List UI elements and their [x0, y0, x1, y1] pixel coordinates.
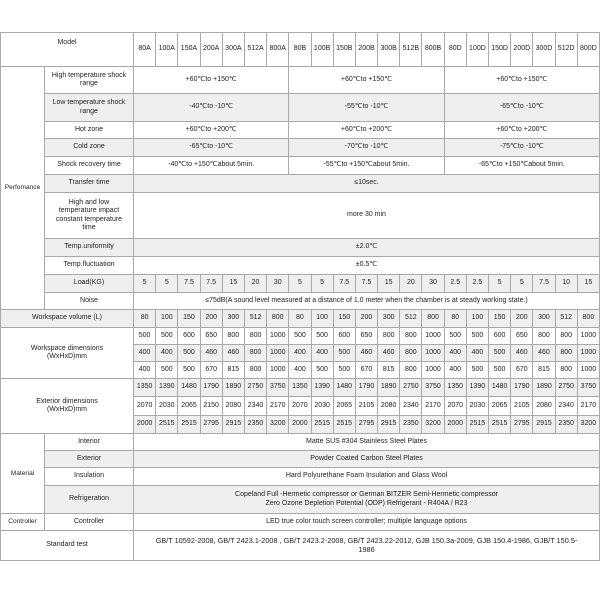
workspace-height-cell: 460	[222, 345, 244, 362]
load-value-cell: 2.5	[466, 275, 488, 293]
exterior-height-cell: 2080	[533, 397, 555, 416]
value-controller: LED true color touch screen controller; multiple language options	[134, 514, 600, 531]
workspace-depth-cell: 815	[222, 362, 244, 379]
exterior-height-cell: 2070	[289, 397, 311, 416]
workspace-volume-cell: 200	[355, 310, 377, 328]
workspace-width-cell: 500	[156, 328, 178, 345]
workspace-width-cell: 600	[178, 328, 200, 345]
label-hot-zone: Hot zone	[45, 122, 134, 139]
exterior-height-cell: 2170	[577, 397, 599, 416]
exterior-height-cell: 2030	[156, 397, 178, 416]
workspace-width-cell: 800	[222, 328, 244, 345]
workspace-depth-cell: 400	[289, 362, 311, 379]
exterior-height-cell: 2065	[333, 397, 355, 416]
exterior-height-cell: 2080	[222, 397, 244, 416]
label-controller: Controller	[45, 514, 134, 531]
label-cold-zone: Cold zone	[45, 139, 134, 157]
value-transfer-time: ≤10sec.	[134, 175, 600, 193]
load-value-cell: 5	[156, 275, 178, 293]
workspace-height-cell: 400	[134, 345, 156, 362]
label-interior: Interior	[45, 434, 134, 451]
workspace-depth-cell: 500	[156, 362, 178, 379]
workspace-height-cell: 460	[355, 345, 377, 362]
label-workspace-dimensions: Workspace dimensions (WxHxD)mm	[30, 344, 104, 360]
workspace-volume-row	[1, 310, 600, 328]
label-refrigeration: Refrigeration	[45, 486, 134, 514]
value-fluctuation: ±0.5℃	[134, 257, 600, 275]
value-standard-test: GB/T 10592-2008, GB/T 2423.1-2008 , GB/T 2423.2-2008, GB/T 2423.22-2012, GJB 150.3a-2009, GJB 150.4-1986, GJB/T 150.5-1986	[134, 531, 600, 561]
workspace-depth-cell: 400	[134, 362, 156, 379]
workspace-width-cell: 500	[289, 328, 311, 345]
value-series-a: +60℃to +150℃	[134, 67, 289, 94]
model-name-cell: 300A	[222, 33, 244, 67]
label-workspace-dimensions-cell	[1, 328, 134, 379]
workspace-volume-cell: 512	[555, 310, 577, 328]
load-row	[1, 275, 600, 293]
label-uniformity: Temp.uniformity	[45, 239, 134, 257]
label-exterior-dimensions: Exterior dimensions (WxHxD)mm	[36, 397, 98, 413]
value-series-d: +60℃to +150℃	[444, 67, 599, 94]
label-transfer-time: Transfer time	[45, 175, 134, 193]
model-name-cell: 800B	[422, 33, 444, 67]
model-name-cell: 200B	[355, 33, 377, 67]
workspace-volume-cell: 80	[134, 310, 156, 328]
load-value-cell: 20	[400, 275, 422, 293]
workspace-height-cell: 800	[244, 345, 266, 362]
load-value-cell: 5	[289, 275, 311, 293]
workspace-volume-cell: 150	[333, 310, 355, 328]
workspace-volume-cell: 800	[422, 310, 444, 328]
value-series-d: -75℃to -10℃	[444, 139, 599, 157]
workspace-depth-cell: 500	[333, 362, 355, 379]
load-value-cell: 15	[577, 275, 599, 293]
load-value-cell: 20	[244, 275, 266, 293]
exterior-height-cell: 2065	[178, 397, 200, 416]
exterior-depth-cell: 2000	[289, 416, 311, 434]
exterior-width-cell: 1480	[178, 379, 200, 397]
exterior-height-cell: 2170	[422, 397, 444, 416]
model-name-cell: 150B	[333, 33, 355, 67]
workspace-height-cell: 400	[156, 345, 178, 362]
workspace-depth-cell: 670	[200, 362, 222, 379]
low-temp-shock-row	[1, 94, 600, 122]
workspace-height-cell: 800	[555, 345, 577, 362]
model-header-label: Model	[1, 33, 134, 67]
workspace-height-cell: 460	[200, 345, 222, 362]
workspace-volume-cell: 80	[289, 310, 311, 328]
workspace-depth-cell: 815	[378, 362, 400, 379]
controller-row	[1, 514, 600, 531]
value-series-a: -40℃to -10℃	[134, 94, 289, 122]
value-series-d: -65℃to -10℃	[444, 94, 599, 122]
workspace-depth-cell: 815	[533, 362, 555, 379]
workspace-depth-cell: 800	[555, 362, 577, 379]
workspace-height-cell: 1000	[267, 345, 289, 362]
workspace-depth-cell: 670	[511, 362, 533, 379]
workspace-height-cell: 460	[511, 345, 533, 362]
load-value-cell: 30	[267, 275, 289, 293]
shock-recovery-row	[1, 157, 600, 175]
value-constant-time: more 30 min	[134, 193, 600, 239]
high-temp-shock-row	[1, 67, 600, 94]
category-controller: Controller	[1, 514, 45, 531]
exterior-width-cell: 1890	[222, 379, 244, 397]
value-insulation: Hard Polyurethane Foam Insulation and Glass Wool	[134, 468, 600, 486]
material-insulation-row	[1, 468, 600, 486]
workspace-width-cell: 800	[533, 328, 555, 345]
value-series-b: -70℃to -10℃	[289, 139, 444, 157]
exterior-width-cell: 1390	[156, 379, 178, 397]
model-name-cell: 512B	[400, 33, 422, 67]
load-value-cell: 30	[422, 275, 444, 293]
exterior-depth-cell: 2350	[400, 416, 422, 434]
exterior-height-cell: 2105	[511, 397, 533, 416]
workspace-volume-cell: 300	[533, 310, 555, 328]
model-name-cell: 100B	[311, 33, 333, 67]
exterior-height-cell: 2105	[355, 397, 377, 416]
label-standard-test: Standard test	[1, 531, 134, 561]
label-fluctuation: Temp.fluctuation	[45, 257, 134, 275]
load-value-cell: 7.5	[533, 275, 555, 293]
load-value-cell: 15	[222, 275, 244, 293]
exterior-width-cell: 2750	[244, 379, 266, 397]
model-name-cell: 512D	[555, 33, 577, 67]
transfer-time-row	[1, 175, 600, 193]
workspace-volume-cell: 800	[267, 310, 289, 328]
workspace-depth-cell: 1000	[267, 362, 289, 379]
exterior-depth-cell: 2795	[511, 416, 533, 434]
model-name-cell: 150D	[489, 33, 511, 67]
workspace-height-cell: 500	[178, 345, 200, 362]
load-value-cell: 7.5	[355, 275, 377, 293]
label-exterior-dimensions-cell	[1, 379, 134, 434]
exterior-width-cell: 3750	[422, 379, 444, 397]
model-name-cell: 300B	[378, 33, 400, 67]
load-value-cell: 5	[311, 275, 333, 293]
value-series-d: -65℃to +150℃about 5min.	[444, 157, 599, 175]
load-value-cell: 5	[489, 275, 511, 293]
workspace-volume-cell: 300	[222, 310, 244, 328]
load-value-cell: 7.5	[200, 275, 222, 293]
noise-row	[1, 293, 600, 310]
workspace-depth-cell: 1000	[422, 362, 444, 379]
exterior-width-cell: 1890	[378, 379, 400, 397]
model-name-cell: 80B	[289, 33, 311, 67]
label-insulation: Insulation	[45, 468, 134, 486]
exterior-depth-cell: 2515	[311, 416, 333, 434]
category-material: Material	[1, 434, 45, 514]
exterior-width-cell: 1350	[444, 379, 466, 397]
load-value-cell: 5	[134, 275, 156, 293]
exterior-depth-cell: 2515	[178, 416, 200, 434]
load-value-cell: 10	[555, 275, 577, 293]
workspace-depth-cell: 670	[355, 362, 377, 379]
workspace-height-cell: 500	[489, 345, 511, 362]
workspace-width-cell: 600	[333, 328, 355, 345]
workspace-width-cell: 500	[466, 328, 488, 345]
model-name-cell: 100A	[156, 33, 178, 67]
workspace-volume-cell: 800	[577, 310, 599, 328]
workspace-height-cell: 400	[311, 345, 333, 362]
model-name-cell: 800A	[267, 33, 289, 67]
workspace-height-cell: 400	[289, 345, 311, 362]
exterior-width-cell: 1890	[533, 379, 555, 397]
value-noise: ≤75dB(A sound level measured at a distance of 1.0 meter when the chamber is at steady working state.)	[134, 293, 600, 310]
workspace-dim-row	[1, 328, 600, 345]
model-name-cell: 150A	[178, 33, 200, 67]
value-series-a: -65℃to -10℃	[134, 139, 289, 157]
load-value-cell: 5	[511, 275, 533, 293]
model-name-cell: 200D	[511, 33, 533, 67]
label-constant-time: High and low temperature impact constant temperature time	[55, 199, 123, 231]
exterior-height-cell: 2340	[244, 397, 266, 416]
workspace-volume-cell: 100	[311, 310, 333, 328]
exterior-depth-cell: 2515	[489, 416, 511, 434]
hot-zone-row	[1, 122, 600, 139]
exterior-depth-cell: 3200	[267, 416, 289, 434]
workspace-height-cell: 800	[400, 345, 422, 362]
workspace-width-cell: 650	[511, 328, 533, 345]
exterior-height-cell: 2170	[267, 397, 289, 416]
value-uniformity: ±2.0℃	[134, 239, 600, 257]
label-high-temp-shock: High temperature shock range	[45, 67, 134, 94]
label-shock-recovery: Shock recovery time	[45, 157, 134, 175]
exterior-width-cell: 1390	[311, 379, 333, 397]
exterior-height-cell: 2080	[378, 397, 400, 416]
exterior-depth-cell: 2515	[156, 416, 178, 434]
model-name-cell: 80A	[134, 33, 156, 67]
refrigeration-line: Zero Ozone Depletion Potential (ODP) Refrigerant - R404A / R23	[265, 499, 468, 507]
exterior-depth-cell: 3200	[577, 416, 599, 434]
model-name-cell: 200A	[200, 33, 222, 67]
exterior-depth-cell: 2795	[200, 416, 222, 434]
constant-time-row	[1, 193, 600, 239]
exterior-height-cell: 2065	[489, 397, 511, 416]
workspace-height-cell: 1000	[422, 345, 444, 362]
exterior-height-cell: 2070	[444, 397, 466, 416]
exterior-width-cell: 1790	[355, 379, 377, 397]
workspace-width-cell: 650	[200, 328, 222, 345]
exterior-width-cell: 1480	[489, 379, 511, 397]
workspace-width-cell: 500	[134, 328, 156, 345]
workspace-height-cell: 400	[466, 345, 488, 362]
exterior-height-cell: 2340	[555, 397, 577, 416]
exterior-width-cell: 1790	[200, 379, 222, 397]
workspace-width-cell: 1000	[267, 328, 289, 345]
exterior-width-cell: 1390	[466, 379, 488, 397]
spec-table	[0, 32, 600, 561]
load-value-cell: 7.5	[333, 275, 355, 293]
workspace-depth-cell: 500	[311, 362, 333, 379]
label-low-temp-shock: Low temperature shock range	[45, 94, 134, 122]
workspace-volume-cell: 150	[489, 310, 511, 328]
workspace-volume-cell: 200	[511, 310, 533, 328]
fluctuation-row	[1, 257, 600, 275]
label-noise: Noise	[45, 293, 134, 310]
material-exterior-row	[1, 451, 600, 468]
exterior-depth-cell: 2795	[355, 416, 377, 434]
workspace-height-cell: 400	[444, 345, 466, 362]
workspace-height-cell: 460	[533, 345, 555, 362]
value-series-b: +60℃to +200℃	[289, 122, 444, 139]
workspace-width-cell: 650	[355, 328, 377, 345]
exterior-depth-cell: 2350	[555, 416, 577, 434]
exterior-depth-cell: 2915	[378, 416, 400, 434]
value-series-d: +60℃to +200℃	[444, 122, 599, 139]
exterior-depth-cell: 2000	[134, 416, 156, 434]
material-refrigeration-row	[1, 486, 600, 514]
workspace-width-cell: 1000	[577, 328, 599, 345]
label-load: Load(KG)	[45, 275, 134, 293]
exterior-height-cell: 2030	[311, 397, 333, 416]
workspace-volume-cell: 200	[200, 310, 222, 328]
standard-test-row	[1, 531, 600, 561]
workspace-depth-cell: 800	[244, 362, 266, 379]
exterior-depth-cell: 3200	[422, 416, 444, 434]
model-name-cell: 100D	[466, 33, 488, 67]
value-exterior: Powder Coated Carbon Steel Plates	[134, 451, 600, 468]
workspace-volume-cell: 80	[444, 310, 466, 328]
workspace-width-cell: 500	[444, 328, 466, 345]
uniformity-row	[1, 239, 600, 257]
exterior-width-cell: 1350	[289, 379, 311, 397]
model-name-cell: 80D	[444, 33, 466, 67]
exterior-height-cell: 2340	[400, 397, 422, 416]
label-constant-time-cell	[45, 193, 134, 239]
header-row	[1, 33, 600, 67]
label-workspace-volume: Workspace volume (L)	[1, 310, 134, 328]
workspace-width-cell: 1000	[422, 328, 444, 345]
exterior-height-cell: 2150	[200, 397, 222, 416]
exterior-width-cell: 2750	[400, 379, 422, 397]
workspace-width-cell: 800	[378, 328, 400, 345]
workspace-width-cell: 500	[311, 328, 333, 345]
model-name-cell: 300D	[533, 33, 555, 67]
model-name-cell: 512A	[244, 33, 266, 67]
workspace-depth-cell: 500	[178, 362, 200, 379]
workspace-depth-cell: 500	[466, 362, 488, 379]
workspace-volume-cell: 150	[178, 310, 200, 328]
value-series-a: -40℃to +150℃about 5min.	[134, 157, 289, 175]
exterior-depth-cell: 2515	[466, 416, 488, 434]
value-interior: Matte SUS #304 Stainless Steel Plates	[134, 434, 600, 451]
exterior-width-cell: 3750	[267, 379, 289, 397]
workspace-volume-cell: 300	[378, 310, 400, 328]
cold-zone-row	[1, 139, 600, 157]
value-refrigeration	[134, 486, 600, 514]
workspace-height-cell: 1000	[577, 345, 599, 362]
exterior-width-cell: 3750	[577, 379, 599, 397]
exterior-height-cell: 2070	[134, 397, 156, 416]
workspace-width-cell: 800	[400, 328, 422, 345]
category-performance: Perfomance	[1, 67, 45, 310]
material-interior-row	[1, 434, 600, 451]
workspace-width-cell: 800	[244, 328, 266, 345]
refrigeration-line: Copeland Full -Hermetic compressor or German BITZER Semi-Hermetic compressor	[235, 491, 498, 499]
exterior-depth-cell: 2350	[244, 416, 266, 434]
exterior-depth-cell: 2915	[222, 416, 244, 434]
workspace-height-cell: 500	[333, 345, 355, 362]
exterior-width-cell: 1350	[134, 379, 156, 397]
workspace-depth-cell: 500	[489, 362, 511, 379]
value-series-b: -55℃to -10℃	[289, 94, 444, 122]
load-value-cell: 2.5	[444, 275, 466, 293]
workspace-height-cell: 460	[378, 345, 400, 362]
exterior-height-cell: 2030	[466, 397, 488, 416]
workspace-depth-cell: 800	[400, 362, 422, 379]
load-value-cell: 15	[378, 275, 400, 293]
exterior-width-cell: 1790	[511, 379, 533, 397]
workspace-volume-cell: 100	[156, 310, 178, 328]
workspace-volume-cell: 512	[400, 310, 422, 328]
load-value-cell: 7.5	[178, 275, 200, 293]
workspace-volume-cell: 100	[466, 310, 488, 328]
exterior-depth-cell: 2515	[333, 416, 355, 434]
exterior-width-cell: 2750	[555, 379, 577, 397]
workspace-depth-cell: 400	[444, 362, 466, 379]
value-series-a: +60℃to +200℃	[134, 122, 289, 139]
exterior-depth-cell: 2915	[533, 416, 555, 434]
value-series-b: -55℃to +150℃about 5min.	[289, 157, 444, 175]
exterior-width-cell: 1480	[333, 379, 355, 397]
workspace-width-cell: 800	[555, 328, 577, 345]
exterior-depth-cell: 2000	[444, 416, 466, 434]
label-exterior: Exterior	[45, 451, 134, 468]
workspace-depth-cell: 1000	[577, 362, 599, 379]
workspace-width-cell: 600	[489, 328, 511, 345]
model-name-cell: 800D	[577, 33, 599, 67]
workspace-volume-cell: 512	[244, 310, 266, 328]
value-series-b: +60℃to +150℃	[289, 67, 444, 94]
exterior-dim-row	[1, 379, 600, 397]
